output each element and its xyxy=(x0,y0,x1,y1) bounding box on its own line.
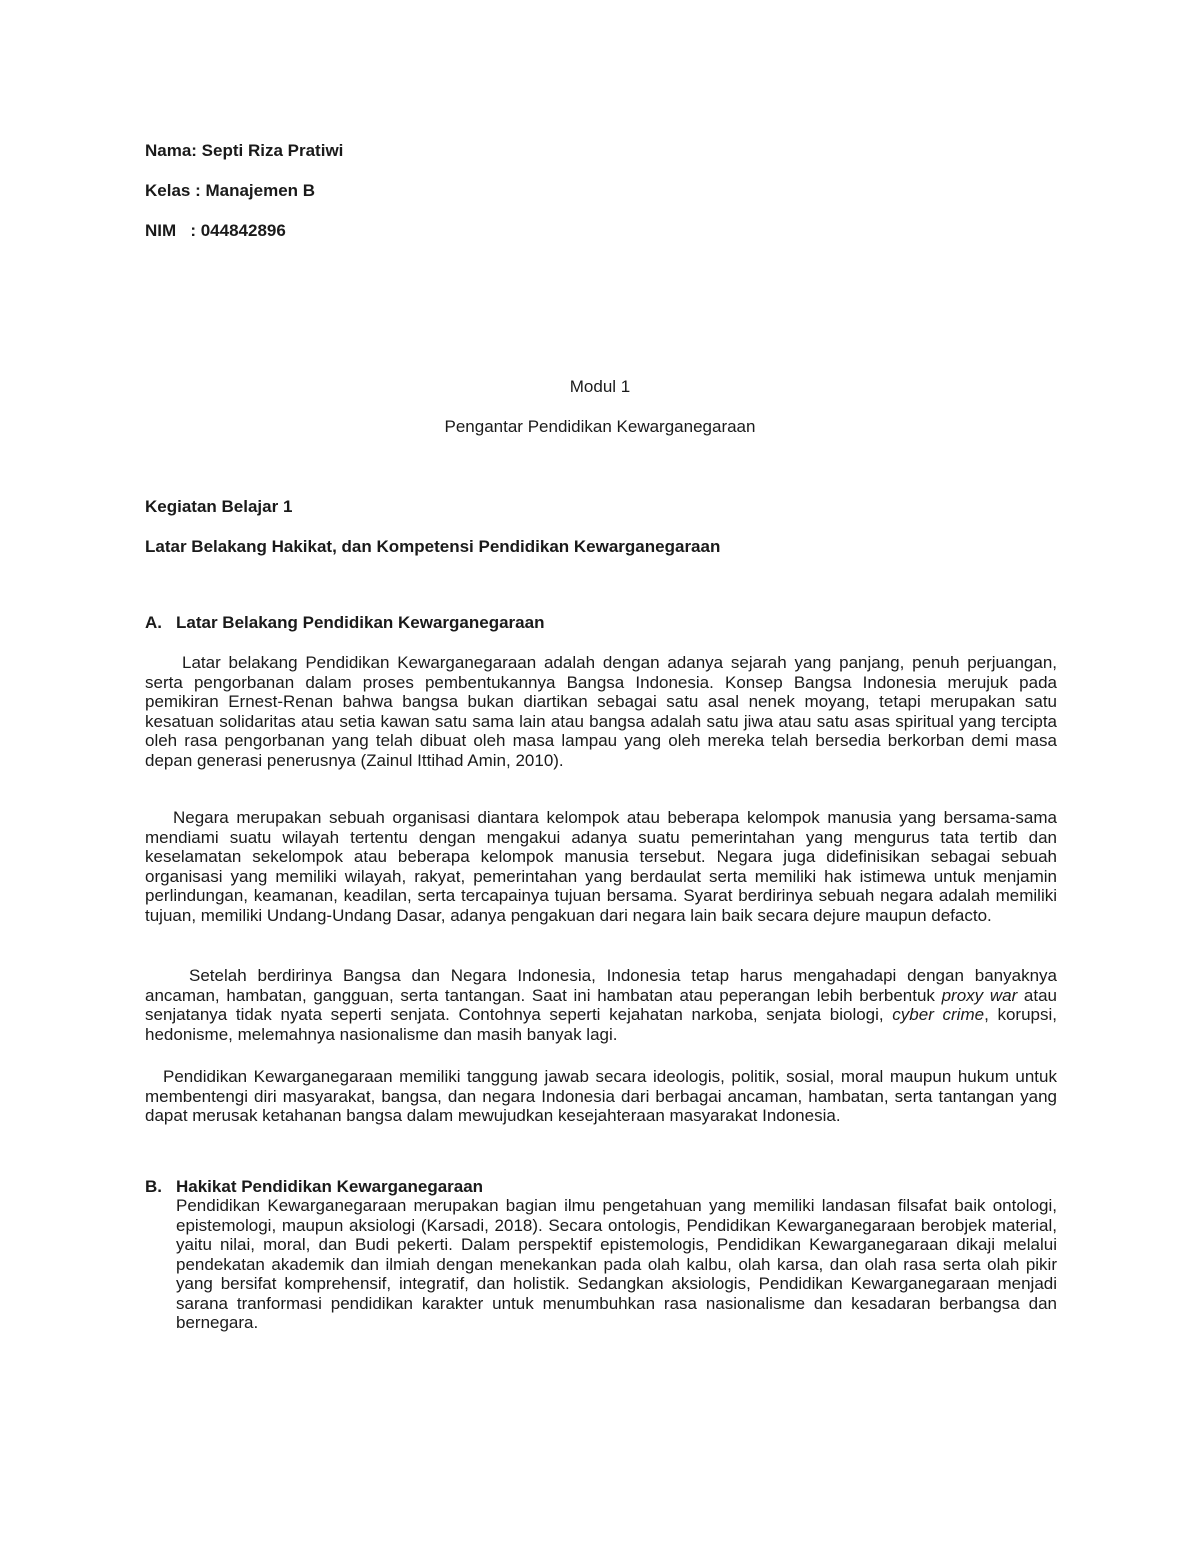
student-class: Kelas : Manajemen B xyxy=(145,181,316,200)
kegiatan-topic: Latar Belakang Hakikat, dan Kompetensi Pendidikan Kewarganegaraan xyxy=(145,537,721,556)
student-name: Nama: Septi Riza Pratiwi xyxy=(145,141,344,160)
section-a-heading xyxy=(145,613,544,633)
section-b-letter: B. xyxy=(145,1177,162,1196)
section-a-paragraph-3: Setelah berdirinya Bangsa dan Negara Indonesia, Indonesia tetap harus mengahadapi dengan banyaknya ancaman, hambatan, gangguan, serta tantangan. Saat ini hambatan atau peperangan lebih berbentuk proxy war atau senjatanya tidak nyata seperti senjata. Contohnya seperti kejahatan narkoba, senjata biologi, cyber crime, korupsi, hedonisme, melemahnya nasionalisme dan masih banyak lagi. xyxy=(145,966,1057,1044)
term-cyber-crime: cyber crime xyxy=(892,1005,985,1024)
kegiatan-label: Kegiatan Belajar 1 xyxy=(145,497,293,516)
section-b-title: Hakikat Pendidikan Kewarganegaraan xyxy=(176,1177,484,1196)
section-a-paragraph-2: Negara merupakan sebuah organisasi diantara kelompok atau beberapa kelompok manusia yang bersama-sama mendiami suatu wilayah tertentu dengan mengakui adanya suatu pemerintahan yang mengurus tata tertib dan keselamatan sekelompok atau beberapa kelompok manusia tersebut. Negara juga didefinisikan sebagai sebuah organisasi yang memiliki wilayah, rakyat, pemerintahan yang berdaulat serta memiliki hak istimewa untuk menjamin perlindungan, keamanan, keadilan, serta tercapainya tujuan bersama. Syarat berdirinya sebuah negara adalah memiliki tujuan, memiliki Undang-Undang Dasar, adanya pengakuan dari negara lain baik secara dejure maupun defacto. xyxy=(145,808,1057,925)
section-a-paragraph-1: Latar belakang Pendidikan Kewarganegaraan adalah dengan adanya sejarah yang panjang, penuh perjuangan, serta pengorbanan dalam proses pembentukannya Bangsa Indonesia. Konsep Bangsa Indonesia merujuk pada pemikiran Ernest-Renan bahwa bangsa bukan diartikan sebagai satu asal nenek moyang, tetapi merupakan satu kesatuan solidaritas atau setia kawan satu sama lain atau bangsa adalah satu jiwa atau satu asas spiritual yang tercipta oleh rasa pengorbanan yang telah dibuat oleh masa lampau yang oleh mereka telah bersedia berkorban demi masa depan generasi penerusnya (Zainul Ittihad Amin, 2010). xyxy=(145,653,1057,770)
section-a-title: Latar Belakang Pendidikan Kewarganegaraan xyxy=(176,613,545,632)
section-a-paragraph-4: Pendidikan Kewarganegaraan memiliki tanggung jawab secara ideologis, politik, sosial, moral maupun hukum untuk membentengi diri masyarakat, bangsa, dan negara Indonesia dari berbagai ancaman, hambatan, serta tantangan yang dapat merusak ketahanan bangsa dalam mewujudkan kesejahteraan masyarakat Indonesia. xyxy=(145,1067,1057,1125)
section-b-heading xyxy=(145,1177,483,1197)
section-b-paragraph-1: Pendidikan Kewarganegaraan merupakan bagian ilmu pengetahuan yang memiliki landasan filsafat baik ontologi, epistemologi, maupun aksiologi (Karsadi, 2018). Secara ontologis, Pendidikan Kewarganegaraan berobjek material, yaitu nilai, moral, dan Budi pekerti. Dalam perspektif epistemologis, Pendidikan Kewarganegaraan dikaji melalui pendekatan akademik dan ilmiah dengan menekankan pada olah kalbu, olah karsa, dan olah rasa serta olah pikir yang bersifat komprehensif, integratif, dan holistik. Sedangkan aksiologis, Pendidikan Kewarganegaraan menjadi sarana tranformasi pendidikan karakter untuk menumbuhkan rasa nasionalisme dan kesadaran berbangsa dan bernegara. xyxy=(176,1196,1057,1332)
module-subtitle: Pengantar Pendidikan Kewarganegaraan xyxy=(444,417,756,436)
section-a-letter: A. xyxy=(145,613,162,632)
student-nim: NIM : 044842896 xyxy=(145,221,286,240)
module-title: Modul 1 xyxy=(569,377,631,396)
term-proxy-war: proxy war xyxy=(941,985,1018,1005)
